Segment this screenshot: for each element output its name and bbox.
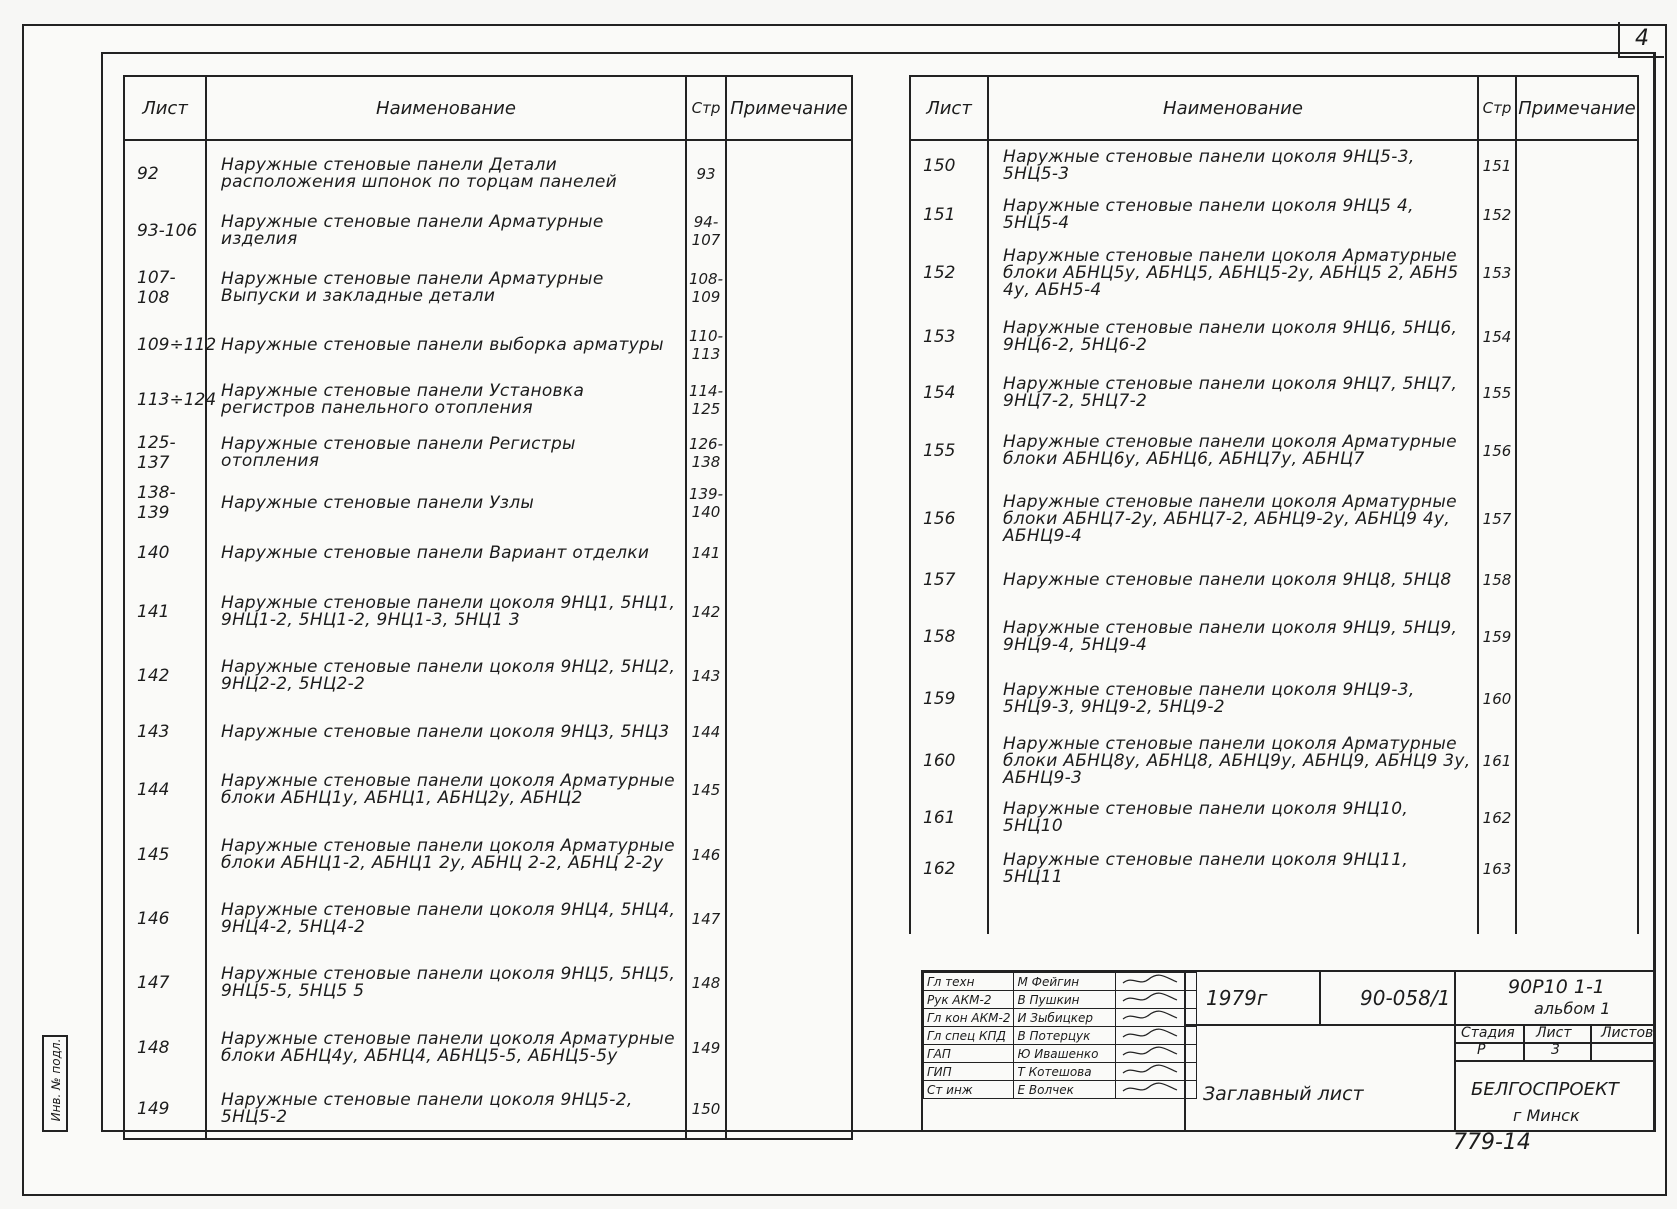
row-sheet-number: 142 [124,645,206,707]
toc-row [910,240,1638,306]
row-title: Наружные стеновые панели цоколя 9НЦ6, 5НЦ6, 9НЦ6-2, 5НЦ6-2 [988,306,1478,368]
header-sheet: Лист [124,76,206,140]
row-page: 145 [686,757,726,822]
row-title: Наружные стеновые панели цоколя 9НЦ8, 5НЦ8 [988,554,1478,606]
staff-row [924,1045,1197,1063]
row-note [1516,190,1638,240]
row-page: 162 [1478,792,1516,844]
toc-row [910,306,1638,368]
sheets-label: Листов [1601,1025,1654,1041]
row-note [1516,792,1638,844]
toc-row [910,484,1638,554]
row-sheet-number: 143 [124,707,206,757]
header-note: Примечание [1516,76,1638,140]
signature-scribble [1119,1045,1183,1059]
staff-name: И Зыбицкер [1014,1009,1116,1027]
inventory-strip [42,1035,68,1132]
row-sheet-number: 159 [910,668,988,730]
row-sheet-number: 151 [910,190,988,240]
sheet-title: Заглавный лист [1203,1083,1364,1105]
row-title: Наружные стеновые панели цоколя Арматурные блоки АБНЦ6у, АБНЦ6, АБНЦ7у, АБНЦ7 [988,418,1478,484]
row-sheet-number: 150 [910,140,988,190]
row-note [726,528,852,578]
toc-row [910,606,1638,668]
header-title: Наименование [206,76,686,140]
toc-row [910,668,1638,730]
staff-role: Гл кон АКМ-2 [924,1009,1014,1027]
sheet-value: 3 [1551,1042,1560,1058]
series-number: 90Р10 1-1 [1508,976,1605,998]
staff-name: Ю Ивашенко [1014,1045,1116,1063]
row-page: 160 [1478,668,1516,730]
row-page: 157 [1478,484,1516,554]
row-note [726,887,852,951]
row-sheet-number: 148 [124,1015,206,1080]
row-note [726,319,852,371]
row-title: Наружные стеновые панели цоколя 9НЦ2, 5НЦ2, 9НЦ2-2, 5НЦ2-2 [206,645,686,707]
row-page: 114-125 [686,371,726,428]
row-sheet-number: 125-137 [124,428,206,478]
row-page: 148 [686,951,726,1015]
row-page: 141 [686,528,726,578]
toc-row [124,428,852,478]
row-note [726,371,852,428]
row-note [1516,306,1638,368]
toc-row [124,645,852,707]
toc-row [910,368,1638,418]
row-note [1516,418,1638,484]
row-sheet-number: 162 [910,844,988,894]
toc-row [910,418,1638,484]
row-title: Наружные стеновые панели Установка регистров панельного отопления [206,371,686,428]
document-code: 90-058/1 [1360,986,1451,1010]
row-sheet-number: 109÷112 [124,319,206,371]
toc-row [124,822,852,887]
row-page: 156 [1478,418,1516,484]
toc-row [124,478,852,528]
toc-row [124,371,852,428]
row-sheet-number: 141 [124,578,206,645]
row-page: 158 [1478,554,1516,606]
row-title: Наружные стеновые панели цоколя 9НЦ5-2, 5НЦ5-2 [206,1080,686,1139]
toc-row [124,206,852,256]
empty-cell [1516,894,1638,934]
row-title: Наружные стеновые панели Детали расположения шпонок по торцам панелей [206,140,686,206]
row-note [726,951,852,1015]
row-page: 149 [686,1015,726,1080]
row-page: 163 [1478,844,1516,894]
row-page: 143 [686,645,726,707]
row-page: 126-138 [686,428,726,478]
staff-role: ГИП [924,1063,1014,1081]
toc-row [124,887,852,951]
year: 1979г [1206,986,1268,1010]
row-sheet-number: 156 [910,484,988,554]
row-note [1516,606,1638,668]
toc-row [910,792,1638,844]
toc-row-empty [910,894,1638,934]
row-page: 150 [686,1080,726,1139]
row-title: Наружные стеновые панели цоколя 9НЦ7, 5НЦ7, 9НЦ7-2, 5НЦ7-2 [988,368,1478,418]
row-title: Наружные стеновые панели цоколя 9НЦ3, 5НЦ3 [206,707,686,757]
toc-row [910,554,1638,606]
toc-row [124,951,852,1015]
row-note [726,478,852,528]
toc-row [910,730,1638,792]
row-sheet-number: 152 [910,240,988,306]
row-page: 146 [686,822,726,887]
row-page: 139-140 [686,478,726,528]
row-note [1516,730,1638,792]
row-note [1516,668,1638,730]
row-page: 155 [1478,368,1516,418]
toc-row [910,140,1638,190]
toc-row [124,1080,852,1139]
toc-row [124,707,852,757]
staff-name: Е Волчек [1014,1081,1116,1099]
sheet-label: Лист [1536,1025,1572,1041]
row-title: Наружные стеновые панели цоколя Арматурные блоки АБНЦ1у, АБНЦ1, АБНЦ2у, АБНЦ2 [206,757,686,822]
row-title: Наружные стеновые панели цоколя 9НЦ4, 5НЦ4, 9НЦ4-2, 5НЦ4-2 [206,887,686,951]
staff-role: Гл спец КПД [924,1027,1014,1045]
toc-row [124,757,852,822]
row-sheet-number: 113÷124 [124,371,206,428]
archive-number: 779-14 [1453,1130,1531,1155]
row-page: 152 [1478,190,1516,240]
row-title: Наружные стеновые панели Регистры отопления [206,428,686,478]
signature-scribble [1119,991,1183,1005]
row-title: Наружные стеновые панели Узлы [206,478,686,528]
toc-table-left [123,75,853,1140]
row-title: Наружные стеновые панели цоколя 9НЦ5, 5НЦ5, 9НЦ5-5, 5НЦ5 5 [206,951,686,1015]
empty-cell [1478,894,1516,934]
row-note [726,1080,852,1139]
row-sheet-number: 153 [910,306,988,368]
staff-row [924,991,1197,1009]
row-title: Наружные стеновые панели цоколя Арматурные блоки АБНЦ8у, АБНЦ8, АБНЦ9у, АБНЦ9, АБНЦ9 3у, АБНЦ9-3 [988,730,1478,792]
stage-label: Стадия [1461,1025,1515,1041]
row-note [1516,240,1638,306]
toc-row [124,319,852,371]
row-title: Наружные стеновые панели цоколя 9НЦ11, 5НЦ11 [988,844,1478,894]
stage-value: Р [1477,1042,1486,1058]
row-note [1516,368,1638,418]
row-title: Наружные стеновые панели цоколя Арматурные блоки АБНЦ1-2, АБНЦ1 2у, АБНЦ 2-2, АБНЦ 2-2у [206,822,686,887]
row-note [726,707,852,757]
row-title: Наружные стеновые панели цоколя Арматурные блоки АБНЦ4у, АБНЦ4, АБНЦ5-5, АБНЦ5-5у [206,1015,686,1080]
header-sheet: Лист [910,76,988,140]
staff-name: В Потерцук [1014,1027,1116,1045]
staff-name: Т Котешова [1014,1063,1116,1081]
organization: БЕЛГОСПРОЕКТ [1471,1079,1619,1100]
inventory-label: Инв. № подл. [49,1038,63,1122]
row-sheet-number: 158 [910,606,988,668]
staff-row [924,1027,1197,1045]
staff-role: ГАП [924,1045,1014,1063]
city: г Минск [1513,1106,1580,1125]
row-note [726,578,852,645]
row-sheet-number: 92 [124,140,206,206]
row-page: 154 [1478,306,1516,368]
header-page: Стр [1478,76,1516,140]
row-note [1516,844,1638,894]
row-sheet-number: 140 [124,528,206,578]
row-sheet-number: 93-106 [124,206,206,256]
row-sheet-number: 145 [124,822,206,887]
row-title: Наружные стеновые панели Вариант отделки [206,528,686,578]
title-block [921,970,1656,1131]
row-page: 110-113 [686,319,726,371]
staff-row [924,973,1197,991]
row-sheet-number: 107-108 [124,256,206,319]
staff-role: Гл техн [924,973,1014,991]
staff-row [924,1063,1197,1081]
staff-row [924,1081,1197,1099]
row-title: Наружные стеновые панели цоколя 9НЦ9-3, 5НЦ9-3, 9НЦ9-2, 5НЦ9-2 [988,668,1478,730]
row-note [726,140,852,206]
staff-role: Рук АКМ-2 [924,991,1014,1009]
toc-row [124,256,852,319]
row-sheet-number: 161 [910,792,988,844]
row-title: Наружные стеновые панели Арматурные Выпуски и закладные детали [206,256,686,319]
row-sheet-number: 138-139 [124,478,206,528]
row-note [726,256,852,319]
row-title: Наружные стеновые панели Арматурные изделия [206,206,686,256]
header-title: Наименование [988,76,1478,140]
row-note [726,1015,852,1080]
row-title: Наружные стеновые панели цоколя 9НЦ10, 5НЦ10 [988,792,1478,844]
row-page: 147 [686,887,726,951]
toc-table-right [909,75,1639,934]
row-title: Наружные стеновые панели цоколя Арматурные блоки АБНЦ7-2у, АБНЦ7-2, АБНЦ9-2у, АБНЦ9 4у, АБНЦ9-4 [988,484,1478,554]
row-page: 94-107 [686,206,726,256]
row-page: 93 [686,140,726,206]
row-title: Наружные стеновые панели цоколя 9НЦ5 4, 5НЦ5-4 [988,190,1478,240]
toc-row [124,140,852,206]
row-title: Наружные стеновые панели цоколя Арматурные блоки АБНЦ5у, АБНЦ5, АБНЦ5-2у, АБНЦ5 2, АБН5 4у, АБН5-4 [988,240,1478,306]
row-note [726,757,852,822]
header-page: Стр [686,76,726,140]
toc-row [910,190,1638,240]
row-note [1516,140,1638,190]
row-note [1516,484,1638,554]
empty-cell [988,894,1478,934]
signature-scribble [1119,973,1183,987]
signature-scribble [1119,1009,1183,1023]
toc-row [124,528,852,578]
toc-row [910,844,1638,894]
row-sheet-number: 155 [910,418,988,484]
row-note [726,206,852,256]
staff-row [924,1009,1197,1027]
row-title: Наружные стеновые панели цоколя 9НЦ9, 5НЦ9, 9НЦ9-4, 5НЦ9-4 [988,606,1478,668]
album-number: альбом 1 [1534,999,1611,1018]
toc-row [124,1015,852,1080]
row-page: 144 [686,707,726,757]
row-note [1516,554,1638,606]
empty-cell [910,894,988,934]
row-page: 142 [686,578,726,645]
row-note [726,822,852,887]
row-page: 161 [1478,730,1516,792]
row-page: 159 [1478,606,1516,668]
row-sheet-number: 154 [910,368,988,418]
row-page: 108-109 [686,256,726,319]
staff-table [923,972,1197,1099]
row-page: 151 [1478,140,1516,190]
header-note: Примечание [726,76,852,140]
staff-name: В Пушкин [1014,991,1116,1009]
row-sheet-number: 149 [124,1080,206,1139]
row-note [726,428,852,478]
page-number: 4 [1618,22,1664,58]
row-note [726,645,852,707]
row-sheet-number: 160 [910,730,988,792]
row-sheet-number: 147 [124,951,206,1015]
toc-row [124,578,852,645]
signature-scribble [1119,1027,1183,1041]
staff-role: Ст инж [924,1081,1014,1099]
row-sheet-number: 157 [910,554,988,606]
row-sheet-number: 146 [124,887,206,951]
row-title: Наружные стеновые панели цоколя 9НЦ5-3, 5НЦ5-3 [988,140,1478,190]
signature-scribble [1119,1063,1183,1077]
row-title: Наружные стеновые панели цоколя 9НЦ1, 5НЦ1, 9НЦ1-2, 5НЦ1-2, 9НЦ1-3, 5НЦ1 3 [206,578,686,645]
signature-scribble [1119,1081,1183,1095]
row-page: 153 [1478,240,1516,306]
row-title: Наружные стеновые панели выборка арматуры [206,319,686,371]
row-sheet-number: 144 [124,757,206,822]
staff-name: М Фейгин [1014,973,1116,991]
